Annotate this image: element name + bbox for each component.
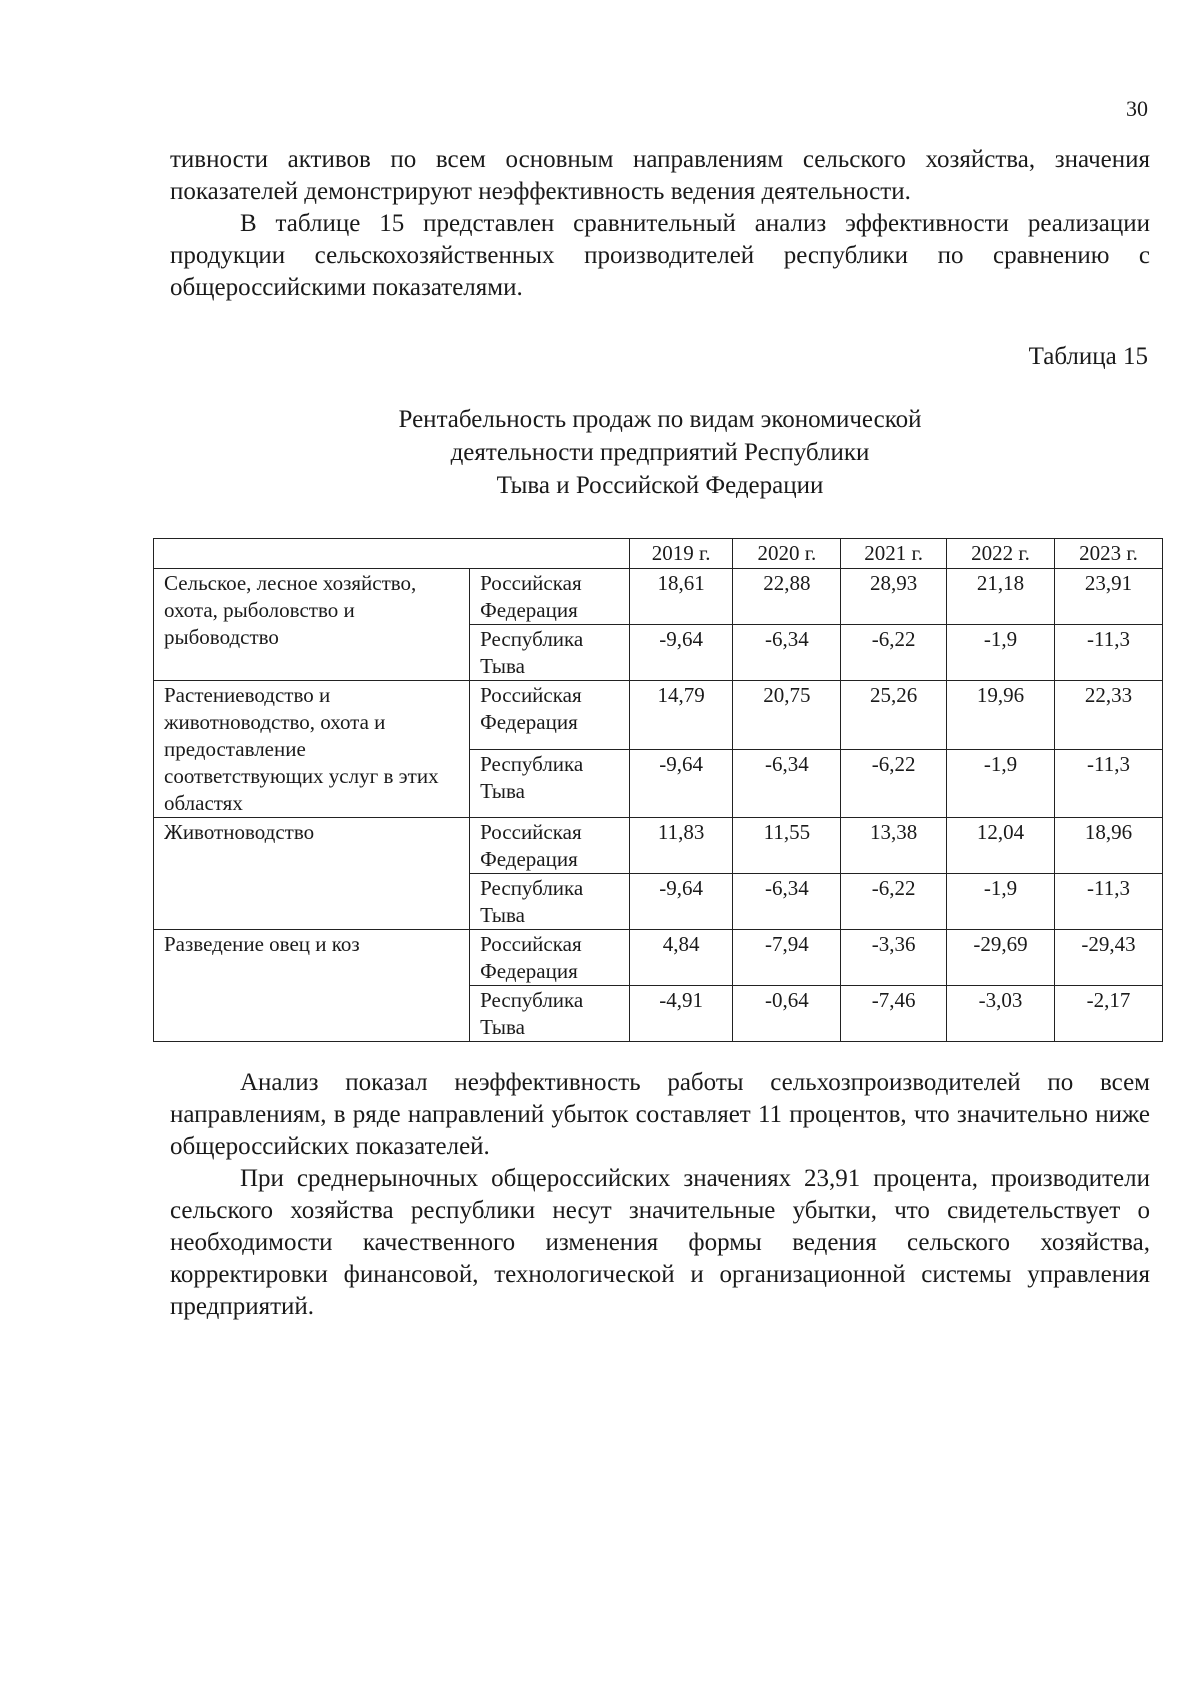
table-header-row — [154, 539, 1163, 569]
value-cell: -4,91 — [629, 986, 733, 1042]
value-cell: 11,83 — [629, 818, 733, 874]
table-row — [154, 569, 1163, 625]
value-cell: 25,26 — [841, 681, 947, 750]
region-cell: Российская Федерация — [470, 818, 630, 874]
region-cell: Российская Федерация — [470, 930, 630, 986]
value-cell: -9,64 — [629, 874, 733, 930]
header-empty-cell — [154, 539, 630, 569]
table-title-line: деятельности предприятий Республики — [450, 439, 870, 466]
region-cell: Республика Тыва — [470, 625, 630, 681]
value-cell: 22,88 — [733, 569, 841, 625]
value-cell: 12,04 — [947, 818, 1055, 874]
conclusion-paragraph: Анализ показал неэффективность работы сельхозпроизводителей по всем направлениям, в ряде направлений убыток составляет 11 процентов, что значительно ниже общероссийских показателей. — [170, 1069, 1150, 1160]
activity-cell: Растениеводство и животноводство, охота и предоставление соответствующих услуг в этих областях — [154, 681, 470, 818]
region-cell: Российская Федерация — [470, 681, 630, 750]
value-cell: 21,18 — [947, 569, 1055, 625]
table-title-line: Тыва и Российской Федерации — [496, 472, 824, 499]
value-cell: 23,91 — [1054, 569, 1162, 625]
value-cell: -7,46 — [841, 986, 947, 1042]
header-year: 2022 г. — [947, 539, 1055, 569]
value-cell: -1,9 — [947, 625, 1055, 681]
value-cell: -3,36 — [841, 930, 947, 986]
intro-text — [170, 144, 1150, 304]
header-year: 2020 г. — [733, 539, 841, 569]
header-year: 2019 г. — [629, 539, 733, 569]
value-cell: -6,22 — [841, 874, 947, 930]
value-cell: -6,22 — [841, 749, 947, 818]
region-cell: Российская Федерация — [470, 569, 630, 625]
intro-paragraph: В таблице 15 представлен сравнительный анализ эффективности реализации продукции сельскохозяйственных производителей республики по сравнению с общероссийскими показателями. — [170, 210, 1150, 301]
value-cell: -3,03 — [947, 986, 1055, 1042]
value-cell: 4,84 — [629, 930, 733, 986]
value-cell: -9,64 — [629, 625, 733, 681]
value-cell: -11,3 — [1054, 625, 1162, 681]
table-label: Таблица 15 — [1028, 343, 1148, 370]
conclusion-text — [170, 1067, 1150, 1323]
activity-cell: Сельское, лесное хозяйство, охота, рыболовство и рыбоводство — [154, 569, 470, 681]
value-cell: -29,69 — [947, 930, 1055, 986]
value-cell: 11,55 — [733, 818, 841, 874]
page-number: 30 — [1126, 96, 1148, 121]
value-cell: -0,64 — [733, 986, 841, 1042]
table-title-line: Рентабельность продаж по видам экономической — [398, 406, 922, 433]
value-cell: 19,96 — [947, 681, 1055, 750]
value-cell: -7,94 — [733, 930, 841, 986]
region-cell: Республика Тыва — [470, 874, 630, 930]
region-cell: Республика Тыва — [470, 749, 630, 818]
value-cell: 18,96 — [1054, 818, 1162, 874]
value-cell: -6,22 — [841, 625, 947, 681]
value-cell: -1,9 — [947, 749, 1055, 818]
activity-cell: Животноводство — [154, 818, 470, 930]
activity-cell: Разведение овец и коз — [154, 930, 470, 1042]
value-cell: -6,34 — [733, 749, 841, 818]
header-year: 2023 г. — [1054, 539, 1162, 569]
value-cell: 18,61 — [629, 569, 733, 625]
table-title — [340, 403, 980, 502]
table-row — [154, 930, 1163, 986]
value-cell: -6,34 — [733, 625, 841, 681]
value-cell: -29,43 — [1054, 930, 1162, 986]
value-cell: 22,33 — [1054, 681, 1162, 750]
profitability-table — [153, 538, 1163, 1042]
conclusion-paragraph: При среднерыночных общероссийских значениях 23,91 процента, производители сельского хозяйства республики несут значительные убытки, что свидетельствует о необходимости качественного изменения формы ведения сельского хозяйства, корректировки финансовой, технологической и организационной системы управления предприятий. — [170, 1165, 1150, 1320]
value-cell: -6,34 — [733, 874, 841, 930]
value-cell: 14,79 — [629, 681, 733, 750]
table-row — [154, 681, 1163, 750]
table-row — [154, 818, 1163, 874]
value-cell: 28,93 — [841, 569, 947, 625]
value-cell: -1,9 — [947, 874, 1055, 930]
value-cell: -2,17 — [1054, 986, 1162, 1042]
header-year: 2021 г. — [841, 539, 947, 569]
value-cell: -9,64 — [629, 749, 733, 818]
region-cell: Республика Тыва — [470, 986, 630, 1042]
value-cell: 13,38 — [841, 818, 947, 874]
value-cell: -11,3 — [1054, 874, 1162, 930]
value-cell: 20,75 — [733, 681, 841, 750]
intro-paragraph-continued: тивности активов по всем основным направлениям сельского хозяйства, значения показателей демонстрируют неэффективность ведения деятельности. — [170, 146, 1150, 205]
value-cell: -11,3 — [1054, 749, 1162, 818]
